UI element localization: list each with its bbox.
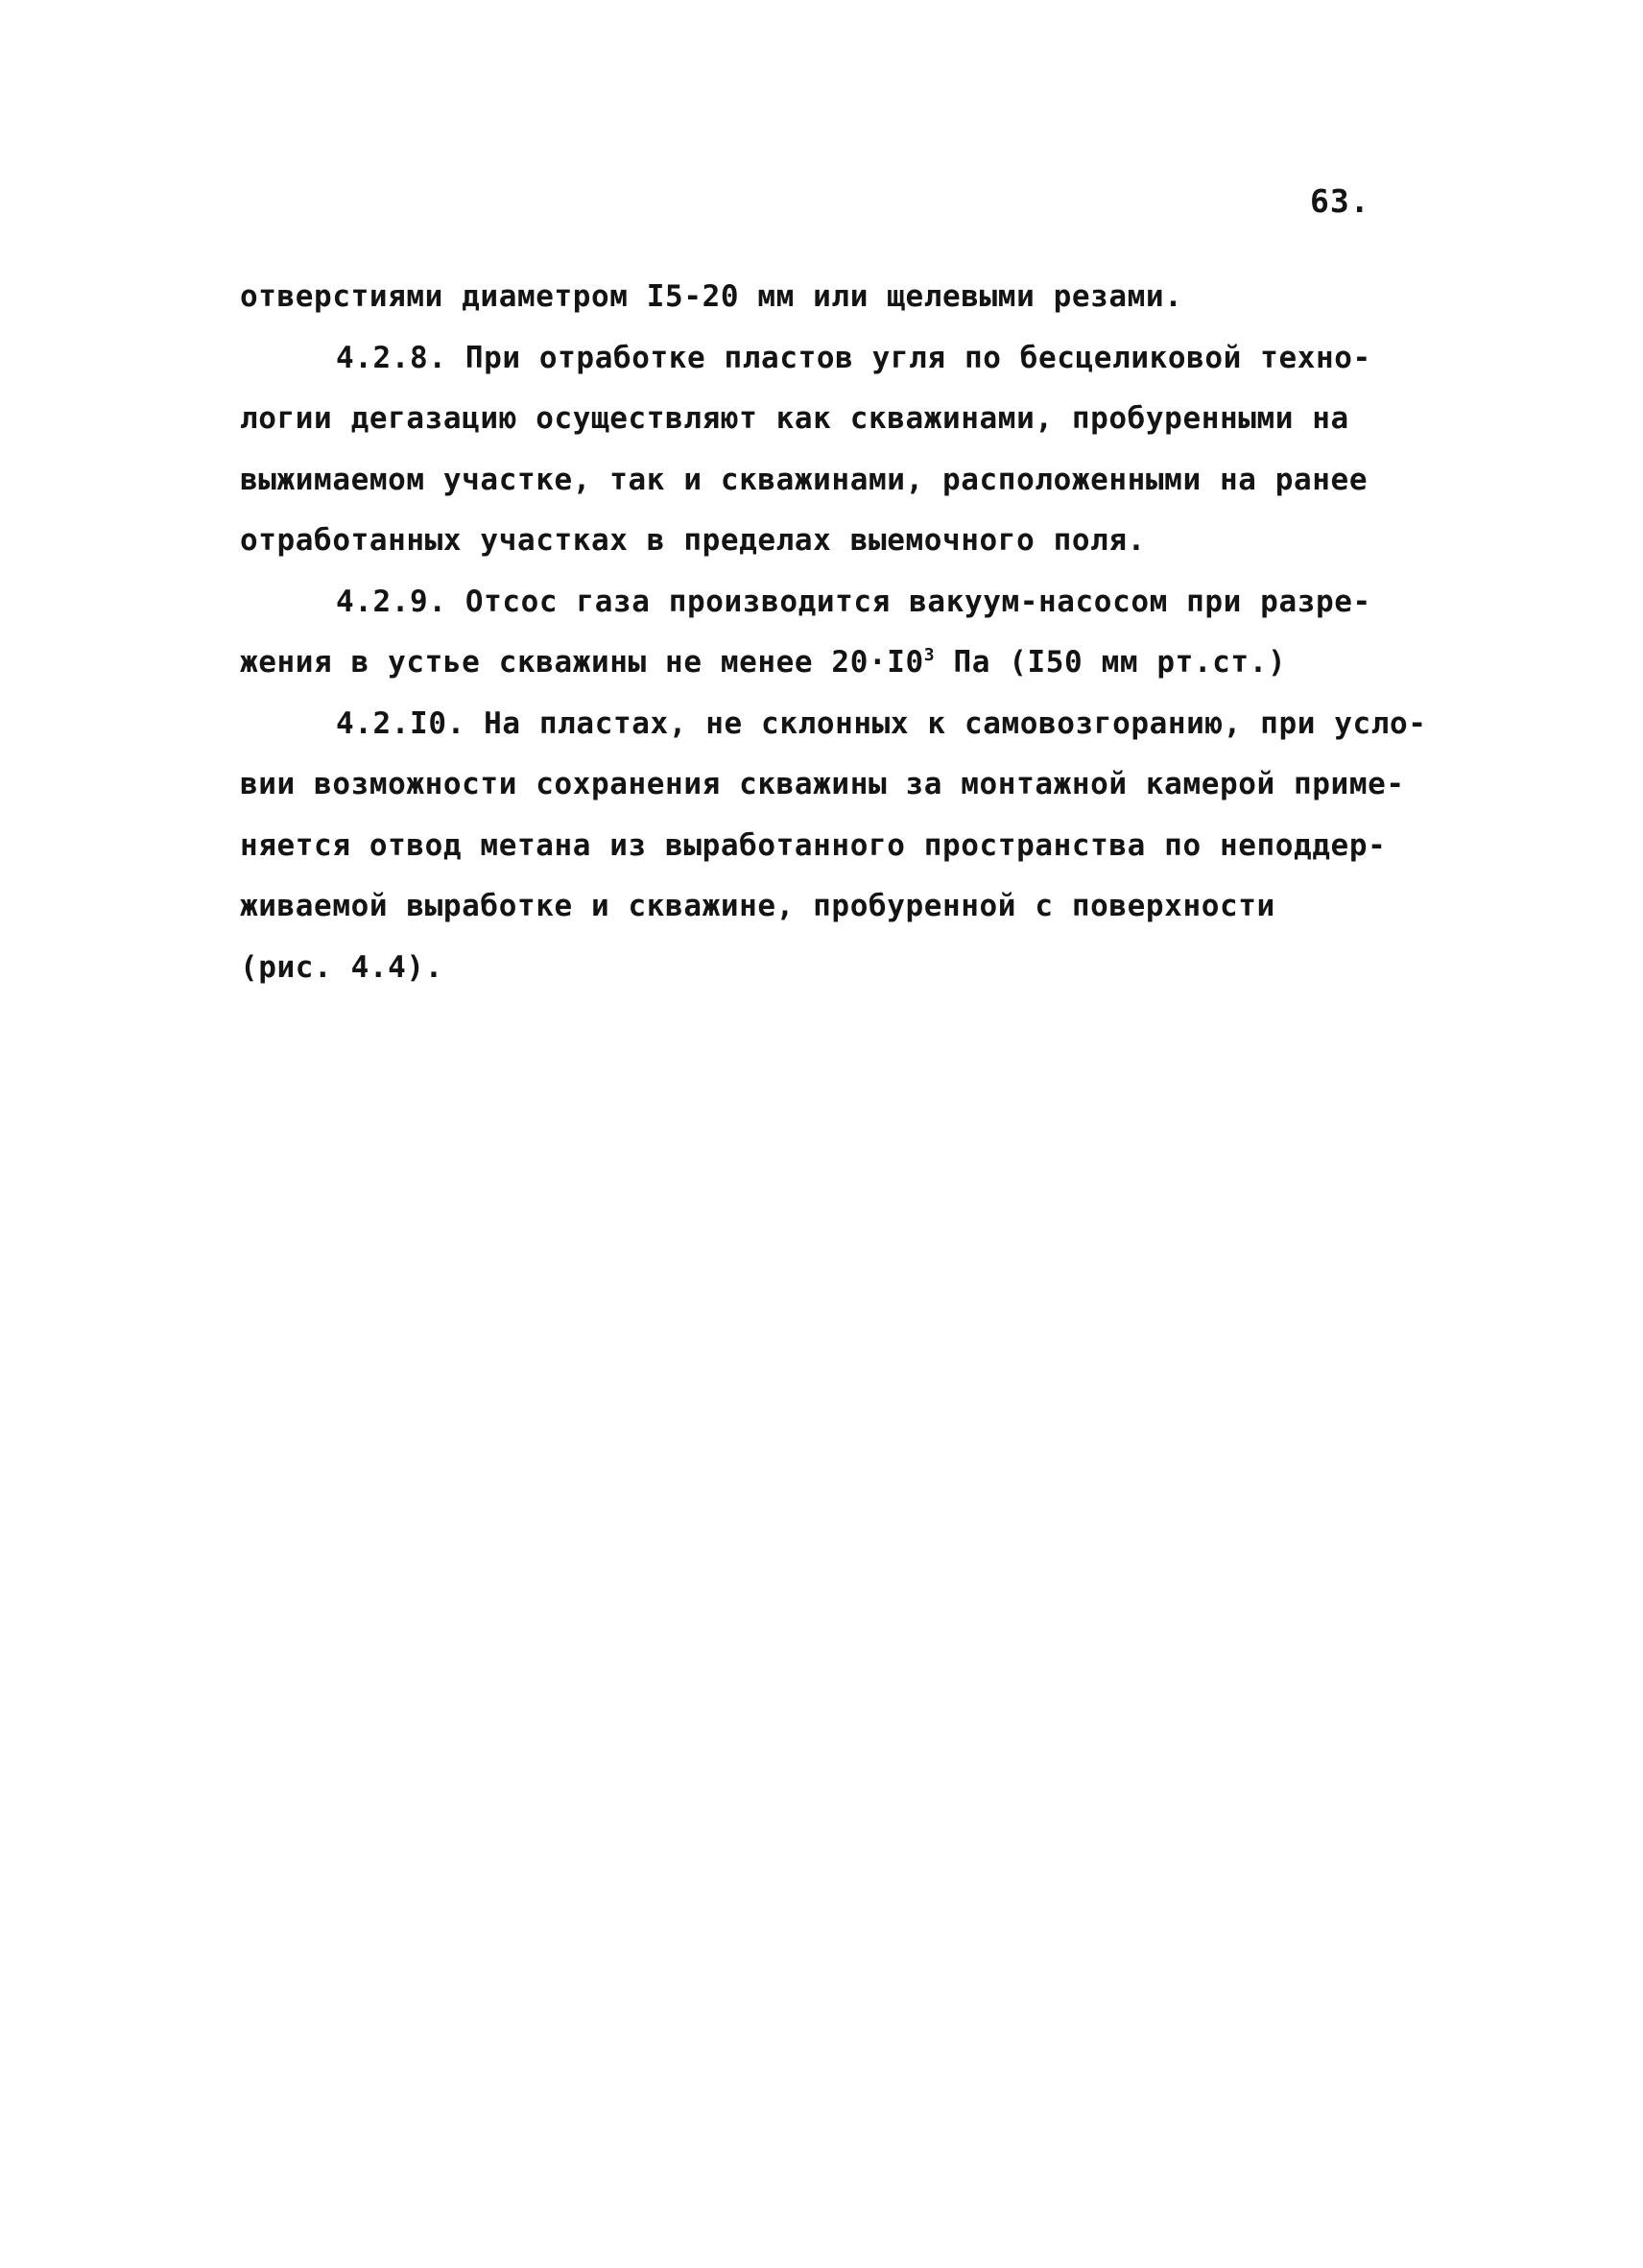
body-text	[240, 267, 1440, 998]
text-line: няется отвод метана из выработанного пространства по неподдер-	[240, 827, 1387, 863]
superscript-exponent: 3	[923, 645, 936, 665]
paragraph-4-2-10-start: 4.2.I0. На пластах, не склонных к самовозгоранию, при усло-	[336, 705, 1427, 741]
text-line: выжимаемом участке, так и скважинами, расположенными на ранее	[240, 462, 1369, 497]
text-line: вии возможности сохранения скважины за монтажной камерой приме-	[240, 767, 1405, 801]
paragraph-4-2-9-start: 4.2.9. Отсос газа производится вакуум-насосом при разре-	[336, 584, 1371, 619]
text-line: отверстиями диаметром I5-20 мм или щелевыми резами.	[240, 279, 1183, 314]
text-line: живаемой выработке и скважине, пробуренной с поверхности	[240, 889, 1275, 923]
text-segment: Па (I50 мм рт.ст.)	[935, 645, 1287, 680]
text-line: отработанных участках в пределах выемочного поля.	[240, 523, 1146, 558]
text-line: логии дегазацию осуществляют как скважинами, пробуренными на	[240, 401, 1349, 436]
text-line-with-superscript	[240, 633, 1440, 694]
text-segment: жения в устье скважины не менее 20·I0	[240, 645, 924, 680]
figure-reference: (рис. 4.4).	[240, 949, 443, 985]
page-number: 63.	[1310, 182, 1370, 220]
paragraph-4-2-8-start: 4.2.8. При отработке пластов угля по бесцеликовой техно-	[336, 340, 1371, 375]
